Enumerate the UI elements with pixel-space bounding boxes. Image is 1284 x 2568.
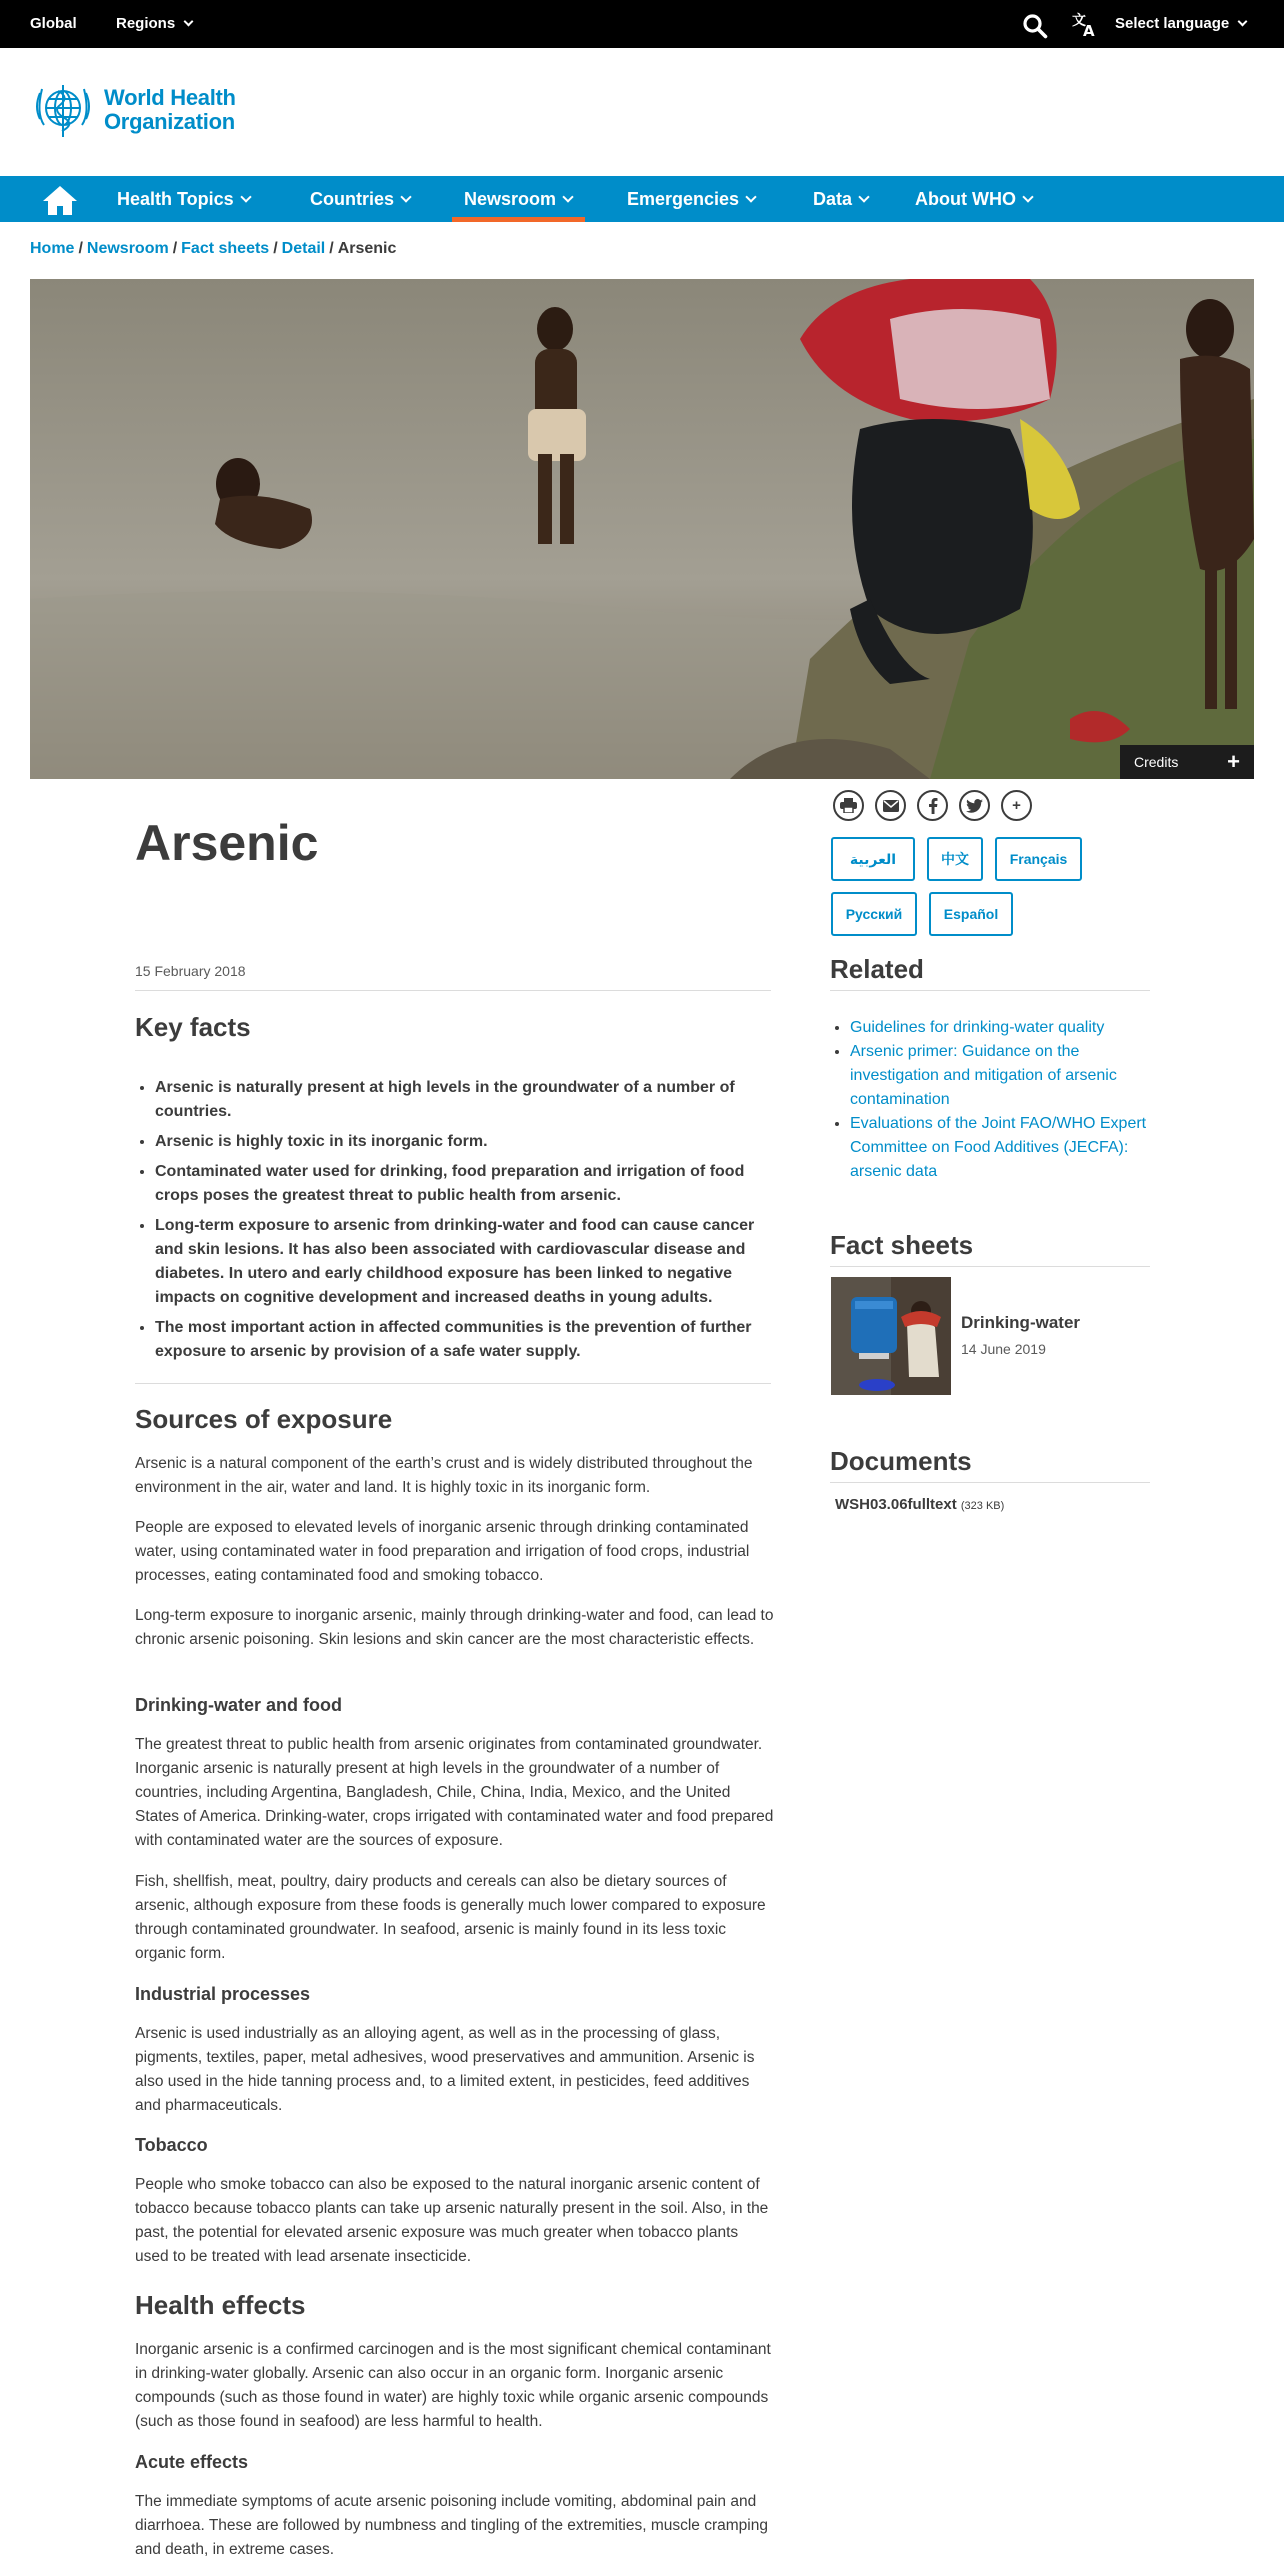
key-facts-list — [155, 1076, 775, 1370]
divider — [135, 990, 771, 991]
lang-french[interactable]: Français — [995, 837, 1082, 881]
paragraph: People who smoke tobacco can also be exposed to the natural inorganic arsenic content of tobacco because tobacco plants can take up arsenic naturally present in the soil. Also, in the past, the potential for elevated arsenic exposure was much greater when tobacco plants used to be treated with lead arsenate insecticide. — [135, 2176, 769, 2265]
nav-label: About WHO — [915, 189, 1016, 209]
nav-health-topics[interactable] — [117, 176, 250, 222]
paragraph: People are exposed to elevated levels of inorganic arsenic through drinking contaminated water, using contaminated water in food preparation and irrigation of food crops, industrial processes, eating contaminated food and smoking tobacco. — [135, 1519, 750, 1584]
chevron-down-icon — [858, 191, 869, 202]
print-icon[interactable] — [833, 790, 864, 821]
breadcrumb-current: Arsenic — [337, 240, 397, 257]
breadcrumb-detail[interactable]: Detail — [281, 240, 326, 257]
fact-sheet-title[interactable]: Drinking-water — [961, 1313, 1081, 1332]
chevron-down-icon — [400, 191, 411, 202]
paragraph: Arsenic is used industrially as an alloying agent, as well as in the processing of glass, pigments, textiles, paper, metal adhesives, wood preservatives and ammunition. Arsenic is also used in the hide tanning process and, to a limited extent, in pesticides, feed additives and pharmaceuticals. — [135, 2025, 755, 2114]
global-link[interactable]: Global — [30, 15, 77, 32]
related-list — [850, 1016, 1170, 1184]
nav-label: Data — [813, 189, 853, 209]
list-item: • Arsenic is naturally present at high levels in the groundwater of a number of countries. — [155, 1076, 775, 1124]
document-link[interactable] — [835, 1496, 1004, 1513]
page-title: Arsenic — [135, 815, 319, 871]
regions-label: Regions — [116, 15, 176, 32]
sources-heading: Sources of exposure — [135, 1404, 393, 1434]
water-tank-illustration — [831, 1277, 951, 1395]
nav-label: Newsroom — [464, 189, 557, 209]
who-wordmark — [104, 86, 236, 134]
publish-date: 15 February 2018 — [135, 963, 246, 979]
list-item: • Arsenic is highly toxic in its inorganic form. — [155, 1130, 775, 1154]
industrial-heading: Industrial processes — [135, 1984, 311, 2004]
nav-about-who[interactable] — [915, 176, 1032, 222]
divider — [830, 1266, 1150, 1267]
paragraph: Arsenic is a natural component of the earth’s crust and is widely distributed throughout the environment in the air, water and land. It is highly toxic in its inorganic form. — [135, 1455, 753, 1496]
chevron-down-icon — [240, 191, 251, 202]
document-name: WSH03.06fulltext — [835, 1496, 957, 1513]
nav-data[interactable] — [813, 176, 868, 222]
who-emblem-icon — [30, 79, 96, 141]
breadcrumb-fact-sheets[interactable]: Fact sheets — [181, 240, 270, 257]
chevron-down-icon — [562, 191, 573, 202]
chevron-down-icon — [745, 191, 756, 202]
breadcrumb-separator: / — [172, 240, 178, 257]
breadcrumb-newsroom[interactable]: Newsroom — [86, 240, 169, 257]
nav-emergencies[interactable] — [627, 176, 755, 222]
list-item: • Long-term exposure to arsenic from drinking-water and food can cause cancer and skin lesions. It has also been associated with cardiovascular disease and diabetes. In utero and early childhood exposure has been linked to negative impacts on cognitive development and increased deaths in young adults. — [155, 1214, 775, 1310]
regions-dropdown[interactable] — [116, 0, 192, 48]
credits-label: Credits — [1134, 754, 1179, 770]
related-link[interactable]: • Arsenic primer: Guidance on the investigation and mitigation of arsenic contamination — [850, 1040, 1170, 1112]
nav-active-indicator — [452, 217, 585, 222]
email-icon[interactable] — [875, 790, 906, 821]
paragraph: The greatest threat to public health from arsenic originates from contaminated groundwater. Inorganic arsenic is naturally present at high levels in the groundwater of a number of countries, including Argentina, Bangladesh, Chile, China, India, Mexico, and the United States of America. Drinking-water, crops irrigated with contaminated water and food prepared with contaminated water are the sources of exposure. — [135, 1736, 774, 1849]
paragraph: Fish, shellfish, meat, poultry, dairy products and cereals can also be dietary sources of arsenic, although exposure from these foods is generally much lower compared to exposure through contaminated groundwater. In seafood, arsenic is mainly found in its less toxic organic form. — [135, 1873, 766, 1962]
list-item: • The most important action in affected communities is the prevention of further exposure to arsenic by provision of a safe water supply. — [155, 1316, 775, 1364]
home-icon[interactable] — [40, 183, 80, 217]
document-size: (323 KB) — [960, 1500, 1005, 1512]
related-heading: Related — [830, 954, 924, 984]
nav-countries[interactable] — [310, 176, 410, 222]
drinking-water-heading: Drinking-water and food — [135, 1695, 342, 1715]
breadcrumb-home[interactable]: Home — [30, 240, 75, 257]
nav-newsroom[interactable] — [464, 176, 572, 222]
hero-photo-illustration — [30, 279, 1254, 779]
logo-band — [0, 48, 1284, 176]
breadcrumb-separator: / — [273, 240, 278, 257]
divider — [830, 1482, 1150, 1483]
lang-spanish[interactable]: Español — [929, 892, 1013, 936]
lang-arabic[interactable]: العربية — [831, 837, 915, 881]
documents-heading: Documents — [830, 1446, 972, 1476]
related-link[interactable]: • Evaluations of the Joint FAO/WHO Expert Committee on Food Additives (JECFA): arsenic data — [850, 1112, 1170, 1184]
breadcrumb-separator: / — [78, 240, 83, 257]
health-effects-heading: Health effects — [135, 2290, 306, 2320]
svg-text:文: 文 — [1072, 13, 1086, 29]
breadcrumb-separator: / — [329, 240, 334, 257]
key-facts-heading: Key facts — [135, 1012, 251, 1042]
lang-chinese[interactable]: 中文 — [927, 837, 983, 881]
search-icon[interactable] — [1022, 11, 1048, 37]
plus-icon: + — [1227, 749, 1240, 774]
more-share-icon[interactable]: + — [1001, 790, 1032, 821]
acute-effects-heading: Acute effects — [135, 2452, 249, 2472]
translate-icon[interactable] — [1071, 10, 1099, 38]
share-bar — [833, 790, 1032, 821]
top-bar — [0, 0, 1284, 48]
fact-sheets-heading: Fact sheets — [830, 1230, 974, 1260]
breadcrumb — [30, 240, 396, 258]
divider — [830, 990, 1150, 991]
fact-sheet-thumbnail[interactable] — [831, 1277, 951, 1395]
paragraph: Inorganic arsenic is a confirmed carcinogen and is the most significant chemical contaminant in drinking-water globally. Arsenic can also occur in an organic form. Inorganic arsenic compounds (such as those found in water) are highly toxic while organic arsenic compounds (such as those found in seafood) are less harmful to health. — [135, 2341, 771, 2430]
who-logo[interactable] — [30, 78, 236, 142]
logo-line-2: Organization — [104, 109, 235, 134]
list-item: • Contaminated water used for drinking, food preparation and irrigation of food crops poses the greatest threat to public health from arsenic. — [155, 1160, 775, 1208]
lang-russian[interactable]: Русский — [831, 892, 917, 936]
main-nav — [0, 176, 1284, 222]
tobacco-heading: Tobacco — [135, 2135, 208, 2155]
logo-line-1: World Health — [104, 85, 236, 110]
select-language-dropdown[interactable] — [1115, 0, 1246, 48]
fact-sheet-date: 14 June 2019 — [961, 1341, 1046, 1357]
credits-toggle[interactable] — [1120, 745, 1254, 779]
divider — [135, 1383, 771, 1384]
hero-image — [30, 279, 1254, 779]
paragraph: The immediate symptoms of acute arsenic poisoning include vomiting, abdominal pain and diarrhoea. These are followed by numbness and tingling of the extremities, muscle cramping and death, in extreme cases. — [135, 2493, 768, 2558]
svg-text:A: A — [1083, 22, 1095, 38]
nav-label: Health Topics — [117, 189, 234, 209]
nav-label: Emergencies — [627, 189, 740, 209]
chevron-down-icon — [1022, 191, 1033, 202]
select-language-label: Select language — [1115, 15, 1230, 32]
twitter-icon[interactable] — [959, 790, 990, 821]
facebook-icon[interactable] — [917, 790, 948, 821]
paragraph: Long-term exposure to inorganic arsenic, mainly through drinking-water and food, can lead to chronic arsenic poisoning. Skin lesions and skin cancer are the most characteristic effects. — [135, 1607, 774, 1648]
related-link[interactable]: • Guidelines for drinking-water quality — [850, 1016, 1170, 1040]
nav-label: Countries — [310, 189, 395, 209]
chevron-down-icon — [1238, 17, 1248, 27]
chevron-down-icon — [184, 17, 194, 27]
